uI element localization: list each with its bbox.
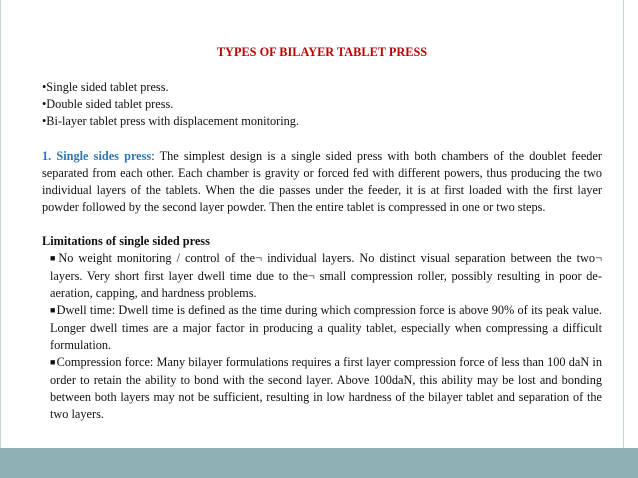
types-list-item: •Bi-layer tablet press with displacement monitoring. <box>42 114 300 128</box>
square-bullet-icon: ■ <box>50 357 56 367</box>
limitation-text: No weight monitoring / control of the¬ individual layers. No distinct visual separation between the two¬ layers. Very short first layer dwell time due to the¬ small compression roller, possibly resulting in poor de-aeration, capping, and hardness problems. <box>50 251 603 300</box>
single-sided-text: : The simplest design is a single sided press with both chambers of the doublet feeder separated from each other. Each chamber is gravity or forced fed with different powers, thus producing the two individual layers of the tablets. When the die passes under the feeder, it is at first loaded with the first layer powder followed by the second layer powder. Then the entire tablet is compressed in one or two steps. <box>42 149 602 214</box>
limitation-text: Compression force: Many bilayer formulations requires a first layer compression force of less than 100 daN in order to retain the ability to bond with the second layer. Above 100daN, this ability may be lost and bonding between both layers may not be sufficient, resulting in low hardness of the bilayer tablet and separation of the two layers. <box>50 355 603 421</box>
slide-content <box>42 44 602 423</box>
square-bullet-icon: ■ <box>50 305 56 315</box>
limitation-item <box>42 302 602 354</box>
limitation-item <box>42 354 602 423</box>
single-sided-paragraph <box>42 148 602 216</box>
page-title: TYPES OF BILAYER TABLET PRESS <box>216 45 428 59</box>
types-list <box>42 79 602 130</box>
single-sided-heading: 1. Single sides press <box>42 149 152 163</box>
types-list-item: •Double sided tablet press. <box>42 97 174 111</box>
limitations-heading: Limitations of single sided press <box>42 234 210 248</box>
types-list-item: •Single sided tablet press. <box>42 80 169 94</box>
limitation-item <box>42 250 602 302</box>
limitation-text: Dwell time: Dwell time is defined as the time during which compression force is above 90% of its peak value. Longer dwell times are a major factor in producing a quality tablet, especially when compressing a difficult formulation. <box>50 303 602 352</box>
square-bullet-icon: ■ <box>50 253 58 263</box>
slide-frame-left <box>0 0 1 478</box>
slide-frame-right <box>623 0 624 478</box>
footer-band <box>0 448 638 478</box>
